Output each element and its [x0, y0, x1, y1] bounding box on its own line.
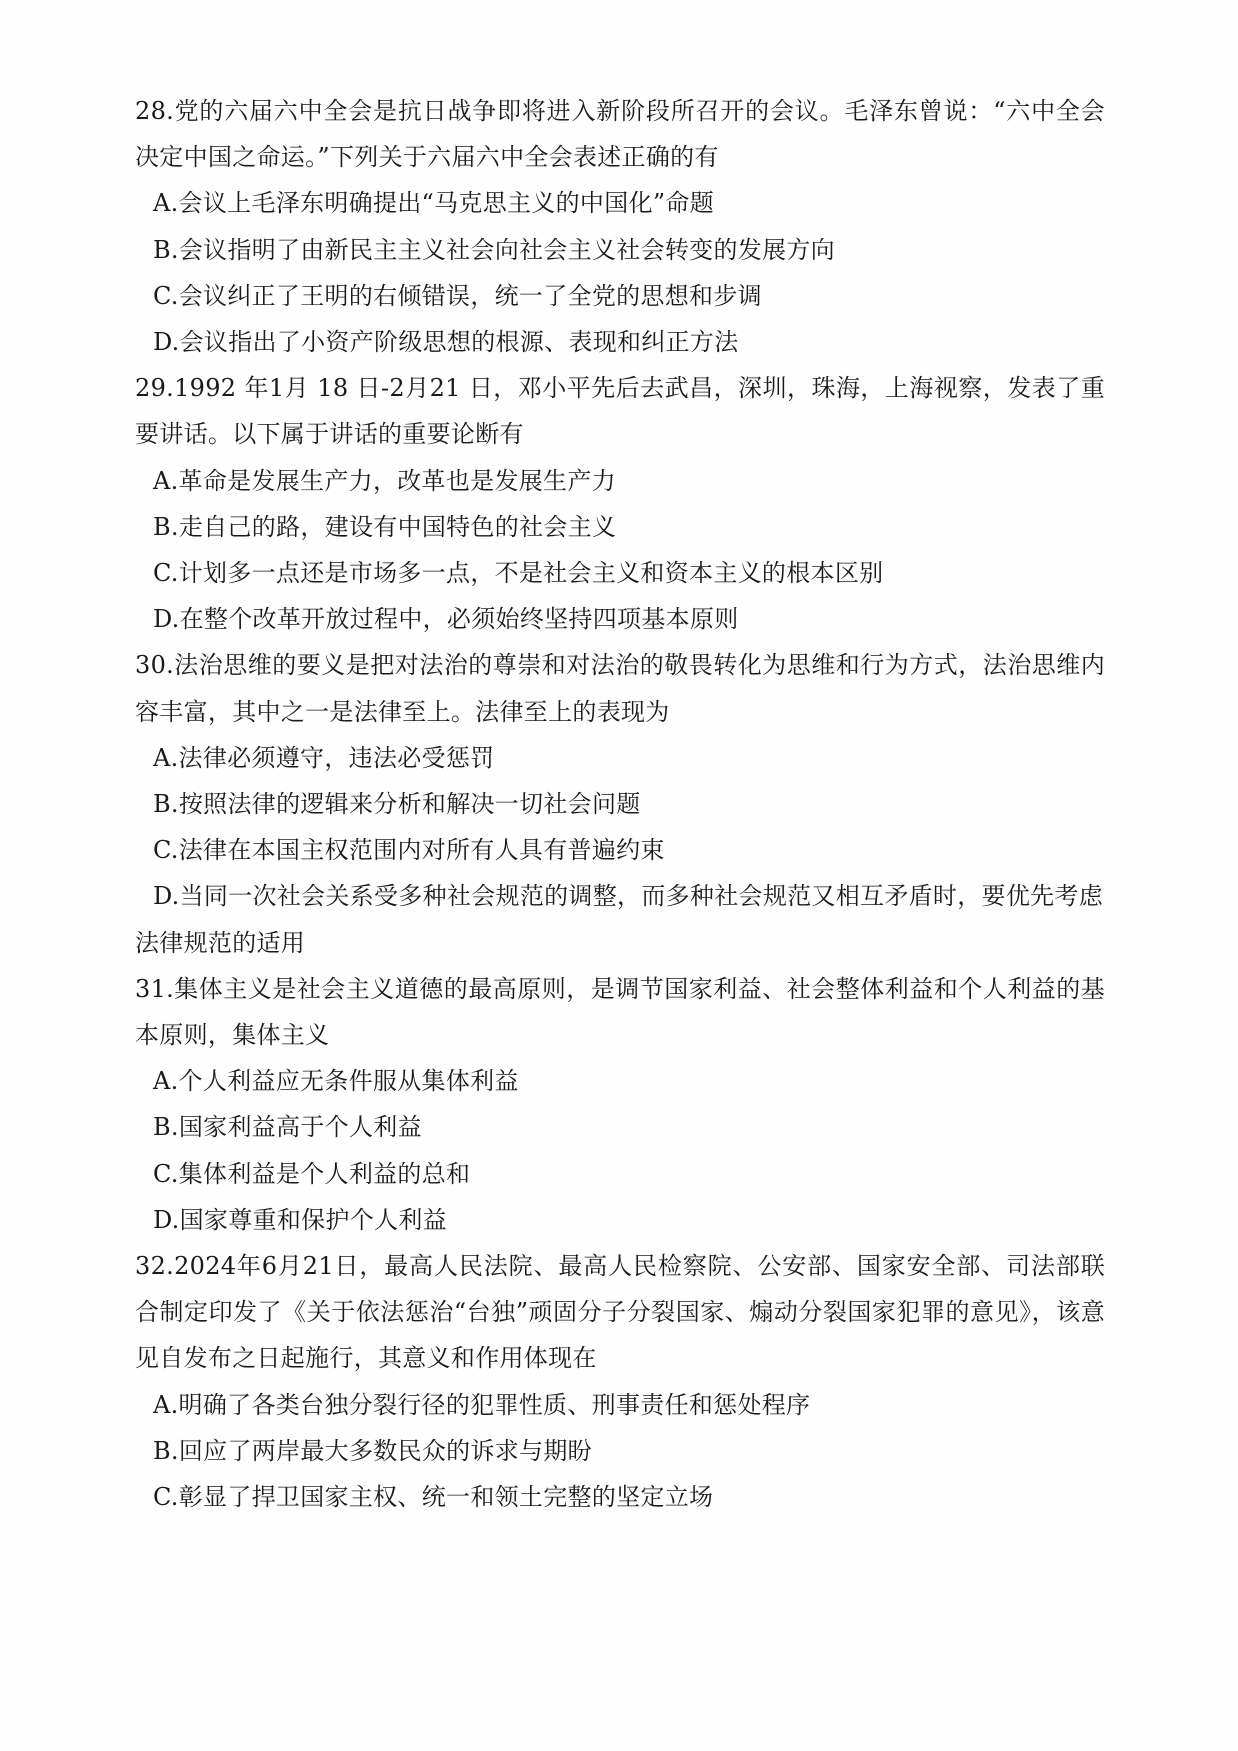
option-a: A.个人利益应无条件服从集体利益 — [153, 1067, 519, 1096]
option-c: C.法律在本国主权范围内对所有人具有普遍约束 — [153, 836, 665, 865]
question-list — [135, 88, 1105, 1520]
option-d: D.在整个改革开放过程中，必须始终坚持四项基本原则 — [153, 605, 739, 634]
question-30 — [135, 642, 1105, 965]
option-a: A.会议上毛泽东明确提出“马克思主义的中国化”命题 — [153, 189, 714, 218]
option-c: C.计划多一点还是市场多一点，不是社会主义和资本主义的根本区别 — [153, 559, 884, 588]
question-stem: 30.法治思维的要义是把对法治的尊崇和对法治的敬畏转化为思维和行为方式，法治思维内容丰富，其中之一是法律至上。法律至上的表现为 — [135, 651, 1105, 726]
question-29 — [135, 365, 1105, 642]
option-list — [135, 735, 1105, 966]
question-32 — [135, 1243, 1105, 1520]
question-28 — [135, 88, 1105, 365]
option-d: D.国家尊重和保护个人利益 — [153, 1205, 447, 1234]
option-a: A.革命是发展生产力，改革也是发展生产力 — [153, 466, 616, 495]
option-list — [135, 458, 1105, 643]
question-31 — [135, 966, 1105, 1243]
question-stem: 28.党的六届六中全会是抗日战争即将进入新阶段所召开的会议。毛泽东曾说：“六中全会决定中国之命运。”下列关于六届六中全会表述正确的有 — [135, 97, 1105, 172]
option-d: D.会议指出了小资产阶级思想的根源、表现和纠正方法 — [153, 328, 739, 357]
option-list — [135, 1382, 1105, 1521]
option-c: C.会议纠正了王明的右倾错误，统一了全党的思想和步调 — [153, 281, 762, 310]
option-b: B.按照法律的逻辑来分析和解决一切社会问题 — [153, 790, 641, 819]
option-b: B.会议指明了由新民主主义社会向社会主义社会转变的发展方向 — [153, 235, 835, 264]
option-a: A.明确了各类台独分裂行径的犯罪性质、刑事责任和惩处程序 — [153, 1390, 811, 1419]
question-stem: 31.集体主义是社会主义道德的最高原则，是调节国家利益、社会整体利益和个人利益的基本原则，集体主义 — [135, 974, 1105, 1050]
option-c: C.彰显了捍卫国家主权、统一和领土完整的坚定立场 — [153, 1483, 714, 1512]
option-b: B.回应了两岸最大多数民众的诉求与期盼 — [153, 1436, 592, 1465]
option-list — [135, 180, 1105, 365]
option-list — [135, 1058, 1105, 1243]
option-b: B.国家利益高于个人利益 — [153, 1113, 422, 1142]
option-c: C.集体利益是个人利益的总和 — [153, 1159, 471, 1188]
question-stem: 32.2024年6月21日，最高人民法院、最高人民检察院、公安部、国家安全部、司法部联合制定印发了《关于依法惩治“台独”顽固分子分裂国家、煽动分裂国家犯罪的意见》，该意见自发布之日起施行，其意义和作用体现在 — [135, 1252, 1105, 1373]
option-d: D.当同一次社会关系受多种社会规范的调整，而多种社会规范又相互矛盾时，要优先考虑法律规范的适用 — [135, 882, 1104, 957]
question-stem: 29.1992 年1月 18 日-2月21 日，邓小平先后去武昌，深圳，珠海，上海视察，发表了重要讲话。以下属于讲话的重要论断有 — [135, 374, 1105, 449]
option-a: A.法律必须遵守，违法必受惩罚 — [153, 743, 495, 772]
option-b: B.走自己的路，建设有中国特色的社会主义 — [153, 512, 617, 541]
